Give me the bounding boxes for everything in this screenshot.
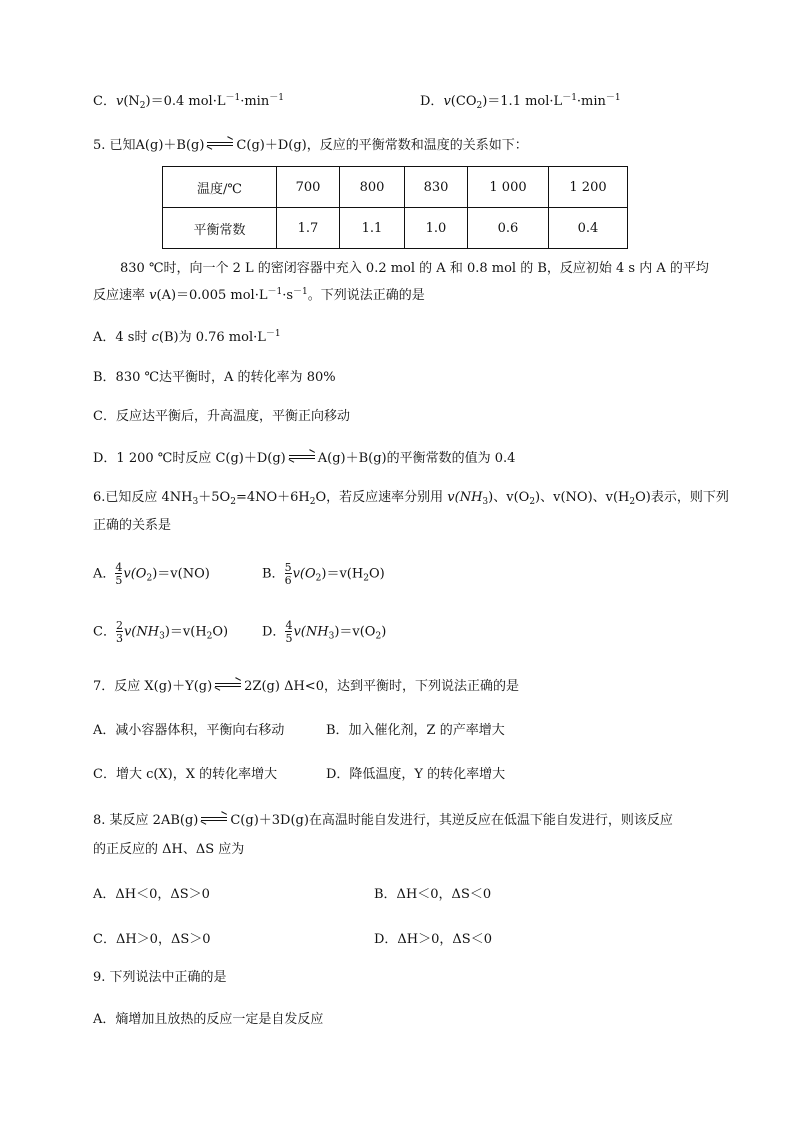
q7-option-a: A．减小容器体积，平衡向右移动 (93, 723, 285, 738)
table-cell: 0.4 (549, 208, 628, 249)
table-cell: 800 (340, 167, 405, 208)
fraction: $\frac{4}{5}$ (285, 619, 293, 645)
table-cell: 平衡常数 (163, 208, 277, 249)
table-cell: 1 000 (468, 167, 549, 208)
table-cell: 1.1 (340, 208, 405, 249)
q7-stem: 7．反应 X(g)＋Y(g) 2Z(g) ΔH<0，达到平衡时，下列说法正确的是 (93, 679, 519, 694)
q5-stem: 5. 已知A(g)＋B(g) C(g)＋D(g)，反应的平衡常数和温度的关系如下： (93, 138, 528, 153)
q6-option-a: A． $\frac{4}{5}$ $v(O_2)=v(NO)$ (93, 561, 210, 587)
q8-option-d: D．ΔH＞0，ΔS＜0 (374, 932, 492, 947)
equilibrium-arrow-icon (289, 453, 315, 461)
q8-option-a: A．ΔH＜0，ΔS＞0 (93, 887, 210, 902)
table-cell: 1 200 (549, 167, 628, 208)
table-cell: 0.6 (468, 208, 549, 249)
q6-stem: 6.已知反应 $4NH_3+5O_2=4NO+6H_2O$，若反应速率分别用 $v(NH_3)$、$v(O_2)$、v(NO)、$v(H_2O)$表示，则下列 (93, 490, 729, 507)
equilibrium-arrow-icon (215, 681, 241, 689)
q8-stem-line2: 的正反应的 ΔH、ΔS 应为 (93, 842, 245, 857)
equilibrium-arrow-icon (207, 140, 233, 148)
table-cell: 1.7 (277, 208, 340, 249)
table-row (163, 167, 628, 208)
q8-option-c: C．ΔH＞0，ΔS＞0 (93, 932, 211, 947)
q6-stem-line2: 正确的关系是 (93, 518, 172, 533)
q4-option-d: D．$v(CO_2)=1.1$ $mol\cdot L^{-1}\cdot\min^{-1}$ (420, 93, 621, 111)
fraction: $\frac{4}{5}$ (115, 561, 123, 587)
q5-option-d: D．1 200 ℃时反应 C(g)＋D(g) A(g)＋B(g)的平衡常数的值为 0.4 (93, 451, 516, 466)
q6-option-d: D． $\frac{4}{5}$ $v(NH_3)=v(O_2)$ (262, 619, 387, 645)
table-cell: 830 (405, 167, 468, 208)
fraction: $\frac{5}{6}$ (284, 561, 292, 587)
q6-option-b: B． $\frac{5}{6}$ $v(O_2)=v(H_2O)$ (262, 561, 385, 587)
q7-option-b: B．加入催化剂，Z 的产率增大 (326, 723, 505, 738)
q8-option-b: B．ΔH＜0，ΔS＜0 (374, 887, 492, 902)
q5-paragraph-line1: 830 ℃时，向一个 2 L 的密闭容器中充入 0.2 mol 的 A 和 0.8 mol 的 B，反应初始 4 s 内 A 的平均 (120, 261, 709, 276)
equilibrium-constant-table (162, 166, 628, 249)
q9-stem: 9. 下列说法中正确的是 (93, 970, 227, 985)
q7-option-c: C．增大 c(X)，X 的转化率增大 (93, 767, 278, 782)
q9-option-a: A．熵增加且放热的反应一定是自发反应 (93, 1012, 324, 1027)
table-cell: 温度/℃ (163, 167, 277, 208)
equilibrium-arrow-icon (201, 815, 227, 823)
table-row (163, 208, 628, 249)
q5-option-a: A．4 s时 c(B)为 0.76 $mol\cdot L^{-1}$ (93, 329, 281, 345)
q5-paragraph-line2: 反应速率 v(A)＝0.005 $mol\cdot L^{-1}\cdot s^{-1}$。下列说法正确的是 (93, 287, 425, 303)
q7-option-d: D．降低温度，Y 的转化率增大 (326, 767, 506, 782)
q5-option-c: C．反应达平衡后，升高温度，平衡正向移动 (93, 409, 350, 424)
table-cell: 700 (277, 167, 340, 208)
q4-option-c: C．$v(N_2)=0.4$ $mol\cdot L^{-1}\cdot\min^{-1}$ (93, 93, 284, 111)
table-cell: 1.0 (405, 208, 468, 249)
q6-option-c: C． $\frac{2}{3}$ $v(NH_3)=v(H_2O)$ (93, 619, 229, 645)
q5-option-b: B．830 ℃达平衡时，A 的转化率为 80% (93, 370, 336, 385)
fraction: $\frac{2}{3}$ (115, 619, 123, 645)
q8-stem: 8. 某反应 2AB(g) C(g)＋3D(g)在高温时能自发进行，其逆反应在低温下能自发进行，则该反应 (93, 813, 673, 828)
